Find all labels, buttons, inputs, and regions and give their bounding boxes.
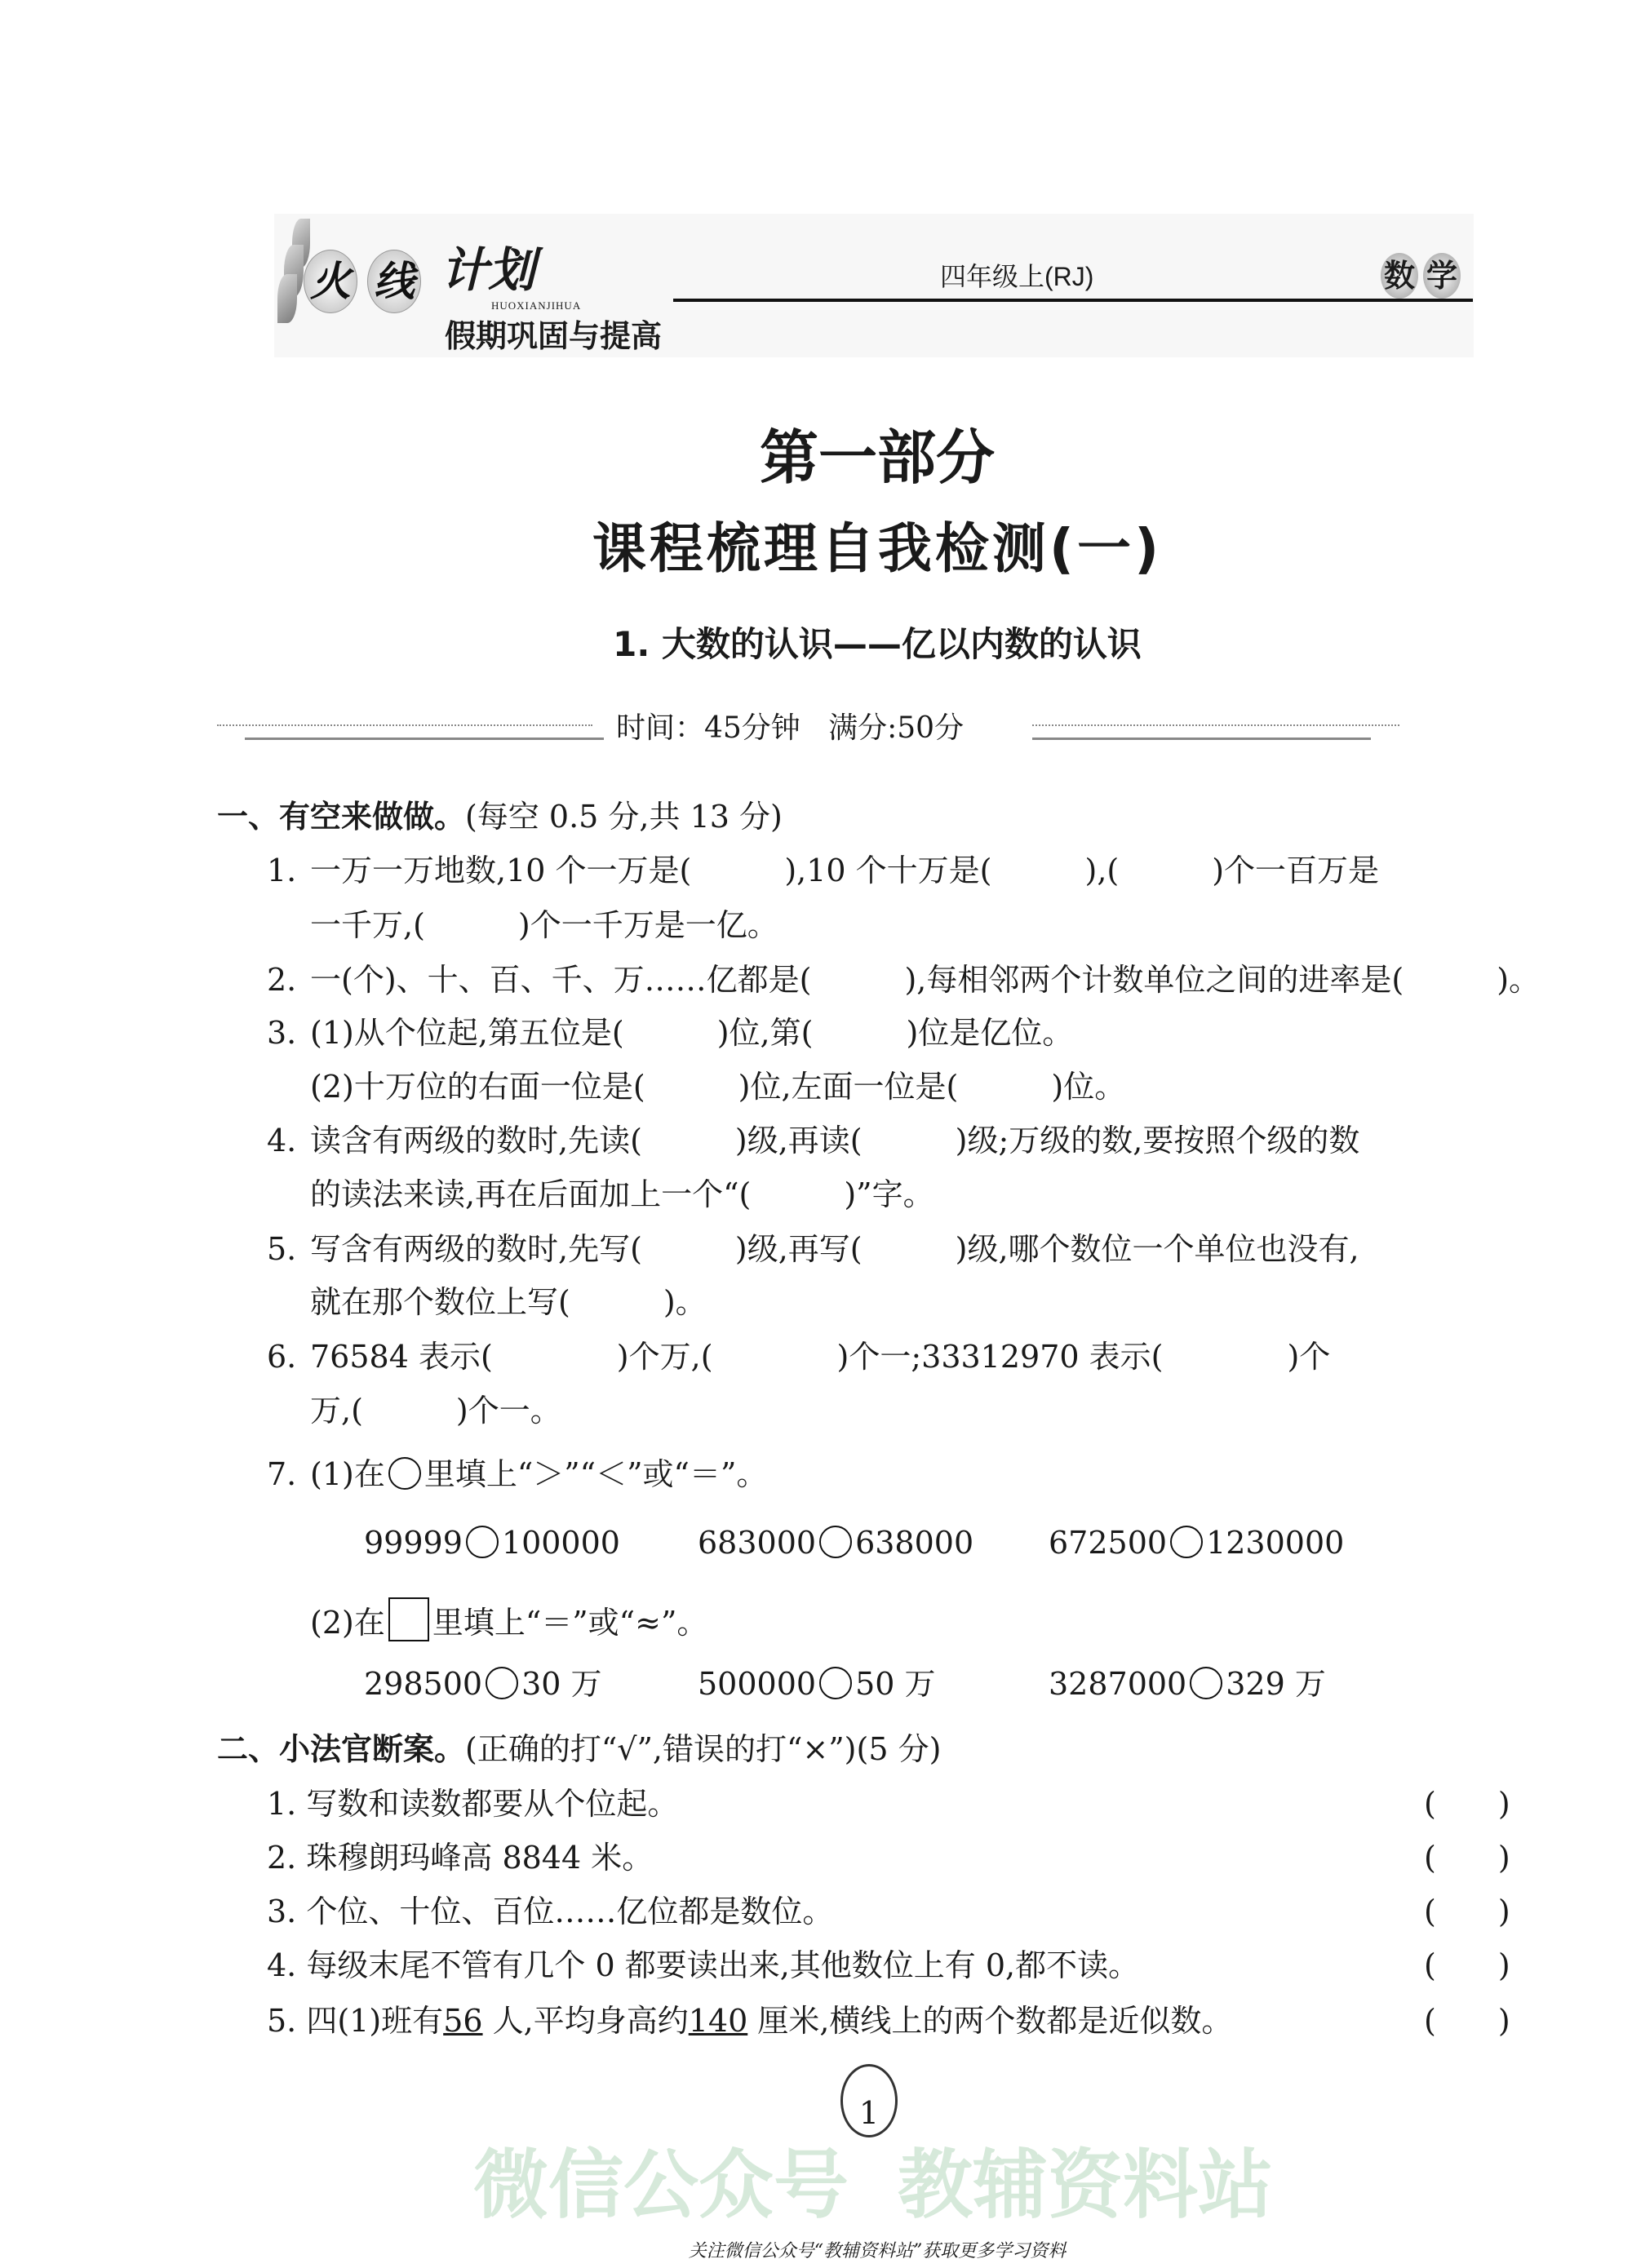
question-line: 的读法来读,再在后面加上一个“( )”字。 (310, 1176, 934, 1212)
question-num: 1. (267, 853, 297, 888)
question-num: 6. (267, 1339, 297, 1375)
comparison-item (364, 1667, 602, 1703)
question-line: 一千万,( )个一千万是一亿。 (310, 907, 778, 943)
right-value: 1230000 (1206, 1525, 1345, 1561)
q7-num: 7. (267, 1456, 297, 1492)
judge-item (267, 1787, 678, 1823)
circle-blank-icon[interactable] (466, 1526, 499, 1558)
item-text: 个位、十位、百位……亿位都是数位。 (306, 1894, 834, 1929)
q7-part2-b: 里填上“＝”或“≈”。 (432, 1605, 708, 1641)
question-line: (2)十万位的右面一位是( )位,左面一位是( )位。 (310, 1069, 1126, 1105)
right-value: 30 万 (521, 1666, 602, 1702)
comparison-item (364, 1526, 620, 1561)
question-line: 万,( )个一。 (310, 1393, 561, 1429)
answer-blank[interactable]: ( ) (1424, 1947, 1510, 1983)
question-line: (1)从个位起,第五位是( )位,第( )位是亿位。 (310, 1015, 1074, 1051)
question-num: 3. (267, 1015, 297, 1051)
leaf-icon (277, 274, 297, 323)
circle-blank-icon[interactable] (819, 1526, 852, 1558)
judge-item (267, 1894, 833, 1930)
section2-header (217, 1732, 941, 1768)
question-line: 76584 表示( )个万,( )个一;33312970 表示( )个 (310, 1339, 1331, 1375)
section2-heading: 二、小法官断案。 (217, 1731, 466, 1767)
q7-part2 (310, 1597, 707, 1641)
logo-pinyin: HUOXIANJIHUA (491, 299, 582, 312)
judge-item (267, 1948, 1139, 1984)
item-num: 4. (267, 1947, 297, 1983)
item5-post: 厘米,横线上的两个数都是近似数。 (747, 2003, 1233, 2039)
logo-char-2: 线 (367, 250, 421, 313)
question-line: 读含有两级的数时,先读( )级,再读( )级;万级的数,要按照个级的数 (310, 1123, 1360, 1158)
section2-note: (正确的打“√”,错误的打“×”)(5 分) (465, 1731, 942, 1767)
judge-item (267, 1841, 653, 1876)
item-text: 珠穆朗玛峰高 8844 米。 (306, 1840, 654, 1876)
logo-text: 计划 (441, 242, 536, 298)
watermark-line2: 教辅资料站 (898, 2142, 1274, 2229)
section1-heading: 一、有空来做做。 (217, 799, 466, 835)
item5-mid: 人,平均身高约 (482, 2003, 689, 2039)
watermark-line1: 微信公众号 (473, 2142, 849, 2229)
item5-underlined-140: 140 (688, 2003, 748, 2039)
left-value: 298500 (364, 1666, 483, 1702)
right-value: 100000 (501, 1525, 620, 1561)
left-value: 3287000 (1049, 1666, 1187, 1702)
watermark (473, 2142, 1274, 2229)
answer-blank[interactable]: ( ) (1424, 1840, 1510, 1876)
left-value: 683000 (698, 1525, 817, 1561)
header-rule (673, 299, 1473, 302)
right-value: 329 万 (1226, 1666, 1326, 1702)
left-value: 99999 (364, 1525, 463, 1561)
footer-note: 关注微信公众号“教辅资料站”获取更多学习资料 (688, 2241, 1067, 2261)
answer-blank[interactable]: ( ) (1424, 1894, 1510, 1929)
q7-part1 (310, 1457, 767, 1493)
right-value: 638000 (855, 1525, 974, 1561)
circle-blank-icon[interactable] (1170, 1526, 1203, 1558)
circle-blank-icon[interactable] (486, 1667, 518, 1699)
question-line: 一(个)、十、百、千、万……亿都是( ),每相邻两个计数单位之间的进率是( )。 (310, 962, 1541, 998)
logo-char-1: 火 (304, 250, 357, 313)
item-num: 1. (267, 1786, 297, 1822)
answer-blank[interactable]: ( ) (1424, 1786, 1510, 1822)
comparison-item (1049, 1526, 1344, 1561)
question-line: 就在那个数位上写( )。 (310, 1284, 707, 1320)
question-num: 4. (267, 1123, 297, 1158)
question-line: 写含有两级的数时,先写( )级,再写( )级,哪个数位一个单位也没有, (310, 1231, 1359, 1267)
q7-part1-b: 里填上“＞”“＜”或“＝”。 (424, 1456, 768, 1492)
item-num: 2. (267, 1840, 297, 1876)
square-blank-icon (388, 1597, 429, 1641)
question-line: 一万一万地数,10 个一万是( ),10 个十万是( ),( )个一百万是 (310, 853, 1380, 888)
subject-char-2: 学 (1423, 253, 1461, 299)
comparison-item (698, 1526, 973, 1561)
time-info: 时间：45分钟 满分:50分 (616, 711, 965, 745)
item-text: 写数和读数都要从个位起。 (306, 1786, 679, 1822)
item-num: 3. (267, 1894, 297, 1929)
sub-title: 1. 大数的认识——亿以内数的认识 (613, 624, 1142, 664)
comparison-item (698, 1667, 936, 1703)
grade-label: 四年级上(RJ) (940, 262, 1094, 291)
page-number-badge (840, 2064, 898, 2137)
question-num: 2. (267, 962, 297, 998)
left-value: 500000 (698, 1666, 817, 1702)
subject-char-1: 数 (1381, 253, 1418, 299)
item5-underlined-56: 56 (443, 2003, 483, 2039)
q7-part2-a: (2)在 (310, 1605, 385, 1641)
item-text: 每级末尾不管有几个 0 都要读出来,其他数位上有 0,都不读。 (306, 1947, 1140, 1983)
circle-blank-icon[interactable] (819, 1667, 852, 1699)
item-num: 5. (267, 2003, 297, 2039)
section1-note: (每空 0.5 分,共 13 分) (465, 799, 783, 835)
right-value: 50 万 (855, 1666, 936, 1702)
question-num: 5. (267, 1231, 297, 1267)
q7-part1-a: (1)在 (310, 1456, 385, 1492)
circle-blank-icon[interactable] (1190, 1667, 1222, 1699)
comparison-item (1049, 1667, 1326, 1703)
judge-item-5 (267, 2004, 1232, 2040)
logo-subtitle: 假期巩固与提高 (445, 318, 663, 354)
page-number: 1 (858, 2095, 880, 2131)
main-title: 课程梳理自我检测(一) (592, 517, 1163, 580)
left-value: 672500 (1049, 1525, 1168, 1561)
answer-blank[interactable]: ( ) (1424, 2003, 1510, 2039)
section1-header (217, 800, 783, 835)
circle-blank-icon (388, 1457, 421, 1490)
part-title: 第一部分 (759, 423, 995, 492)
item5-pre: 四(1)班有 (306, 2003, 444, 2039)
